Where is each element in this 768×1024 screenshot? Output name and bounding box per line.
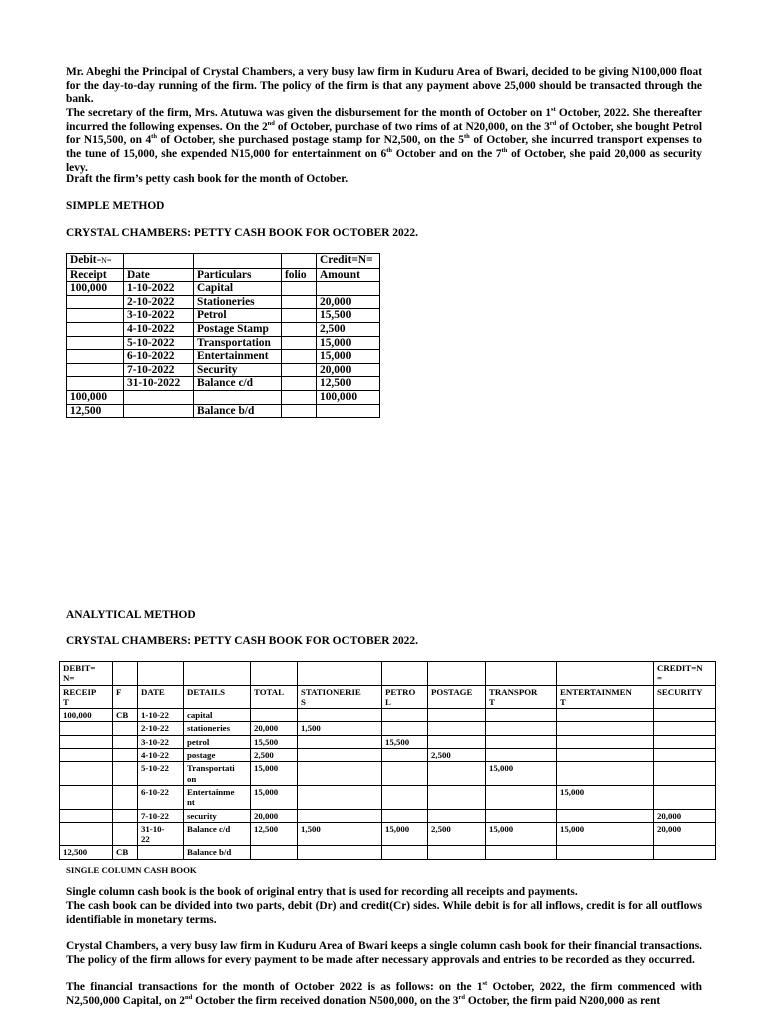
intro-paragraph-1: Mr. Abeghi the Principal of Crystal Chambers, a very busy law firm in Kuduru Area of Bwari, decided to be giving N100,000 float for the day-to-day running of the firm. The policy of the firm is that any payment above 25,000 should be transacted through the bank.	[66, 66, 702, 106]
table-cell	[382, 846, 428, 859]
table-header-row	[60, 685, 716, 709]
table-cell: Stationeries	[194, 295, 282, 309]
table-cell: 15,000	[557, 822, 654, 846]
column-header: Particulars	[194, 268, 282, 282]
table-cell: 12,500	[317, 377, 380, 391]
table-cell	[60, 722, 113, 735]
table-cell: Security	[194, 363, 282, 377]
table-cell: 2,500	[428, 749, 486, 762]
table-cell	[60, 822, 113, 846]
table-cell: 1,500	[298, 822, 382, 846]
table-cell: Entertainment	[194, 350, 282, 364]
table-row	[60, 735, 716, 748]
table-row	[60, 709, 716, 722]
table-cell	[113, 762, 138, 786]
table-cell: Transportation	[194, 336, 282, 350]
table-cell: 3-10-2022	[124, 309, 194, 323]
analytical-table-title: CRYSTAL CHAMBERS: PETTY CASH BOOK FOR OCTOBER 2022.	[66, 635, 418, 647]
table-cell	[67, 363, 124, 377]
table-cell: 2,500	[317, 322, 380, 336]
table-cell	[194, 390, 282, 404]
table-cell	[113, 735, 138, 748]
table-cell	[486, 785, 557, 809]
table-cell	[60, 809, 113, 822]
table-cell: 7-10-2022	[124, 363, 194, 377]
table-row	[60, 662, 716, 686]
table-row	[60, 846, 716, 859]
table-cell: 5-10-22	[138, 762, 184, 786]
table-row	[60, 762, 716, 786]
credit-label-cell: CREDIT=N =	[654, 662, 716, 686]
table-cell: Entertainme nt	[184, 785, 251, 809]
table-cell	[654, 846, 716, 859]
table-cell: 12,500	[60, 846, 113, 859]
table-cell	[382, 809, 428, 822]
table-cell	[428, 785, 486, 809]
table-cell: 15,500	[251, 735, 298, 748]
column-header: ENTERTAINMEN T	[557, 685, 654, 709]
table-cell	[282, 363, 317, 377]
table-cell	[67, 309, 124, 323]
table-cell	[486, 709, 557, 722]
table-cell	[282, 350, 317, 364]
column-header: DETAILS	[184, 685, 251, 709]
table-cell: 3-10-22	[138, 735, 184, 748]
table-cell: 5-10-2022	[124, 336, 194, 350]
table-cell: 15,500	[317, 309, 380, 323]
table-row	[67, 390, 380, 404]
table-row	[67, 254, 380, 269]
table-cell	[428, 846, 486, 859]
table-row	[60, 722, 716, 735]
table-cell	[486, 749, 557, 762]
table-cell	[251, 846, 298, 859]
table-cell	[382, 785, 428, 809]
table-cell	[486, 846, 557, 859]
table-cell: 2-10-22	[138, 722, 184, 735]
single-column-paragraph-2: The cash book can be divided into two parts, debit (Dr) and credit(Cr) sides. While debit is for all inflows, credit is for all outflows identifiable in monetary terms.	[66, 900, 702, 926]
table-cell	[654, 785, 716, 809]
table-cell	[282, 322, 317, 336]
table-cell	[298, 809, 382, 822]
table-cell: Balance b/d	[184, 846, 251, 859]
table-cell	[282, 404, 317, 418]
table-cell	[382, 749, 428, 762]
table-cell	[282, 336, 317, 350]
table-cell	[113, 809, 138, 822]
table-row	[67, 295, 380, 309]
table-cell: 100,000	[317, 390, 380, 404]
table-cell	[654, 709, 716, 722]
table-cell	[113, 749, 138, 762]
table-cell	[282, 295, 317, 309]
table-cell	[557, 709, 654, 722]
analytical-method-heading: ANALYTICAL METHOD	[66, 609, 196, 621]
single-column-paragraph-1: Single column cash book is the book of original entry that is used for recording all receipts and payments.	[66, 886, 578, 898]
table-cell: CB	[113, 709, 138, 722]
intro-paragraph-3: Draft the firm’s petty cash book for the month of October.	[66, 173, 349, 185]
table-cell: CB	[113, 846, 138, 859]
table-cell	[282, 390, 317, 404]
column-header: folio	[282, 268, 317, 282]
intro-paragraph-2: The secretary of the firm, Mrs. Atutuwa was given the disbursement for the month of October on 1st October, 2022. She thereafter incurred the following expenses. On the 2nd of October, purchase of two rims of at N20,000, on the 3rd of October, she bought Petrol for N15,500, on 4th of October, she purchased postage stamp for N2,500, on the 5th of October, she incurred transport expenses to the tune of 15,000, she expended N15,000 for entertainment on 6th October and on the 7th of October, she paid 20,000 as security levy.	[66, 106, 702, 174]
table-cell: 20,000	[251, 809, 298, 822]
table-cell: 20,000	[317, 363, 380, 377]
table-cell: 1,500	[298, 722, 382, 735]
single-column-heading: SINGLE COLUMN CASH BOOK	[66, 865, 197, 875]
table-cell	[557, 846, 654, 859]
table-cell: Balance c/d	[184, 822, 251, 846]
table-cell	[251, 709, 298, 722]
table-row	[67, 322, 380, 336]
table-cell: 15,000	[317, 350, 380, 364]
table-cell	[428, 762, 486, 786]
table-row	[60, 749, 716, 762]
table-row	[60, 785, 716, 809]
table-cell: 6-10-2022	[124, 350, 194, 364]
table-cell: security	[184, 809, 251, 822]
analytical-petty-cash-table	[59, 661, 716, 860]
table-cell	[67, 295, 124, 309]
table-cell	[67, 336, 124, 350]
debit-label-cell: Debit=N=	[67, 254, 124, 269]
table-cell: Capital	[194, 282, 282, 296]
table-cell	[282, 282, 317, 296]
table-row	[67, 404, 380, 418]
table-cell: 15,000	[317, 336, 380, 350]
simple-method-heading: SIMPLE METHOD	[66, 200, 165, 212]
table-cell	[557, 809, 654, 822]
table-cell: capital	[184, 709, 251, 722]
table-cell: Petrol	[194, 309, 282, 323]
table-cell	[317, 282, 380, 296]
table-cell	[67, 377, 124, 391]
table-cell	[557, 749, 654, 762]
table-row	[67, 377, 380, 391]
table-cell: 1-10-22	[138, 709, 184, 722]
table-cell	[486, 809, 557, 822]
column-header: SECURITY	[654, 685, 716, 709]
table-cell: postage	[184, 749, 251, 762]
table-cell: 15,000	[557, 785, 654, 809]
table-cell	[654, 735, 716, 748]
table-cell: stationeries	[184, 722, 251, 735]
credit-label-cell: Credit=N=	[317, 254, 380, 269]
table-row	[60, 809, 716, 822]
table-cell	[113, 722, 138, 735]
table-cell	[298, 735, 382, 748]
table-cell	[428, 809, 486, 822]
table-cell	[557, 762, 654, 786]
table-cell	[60, 735, 113, 748]
table-cell	[298, 762, 382, 786]
table-cell	[654, 749, 716, 762]
table-row	[67, 282, 380, 296]
simple-table-title: CRYSTAL CHAMBERS: PETTY CASH BOOK FOR OCTOBER 2022.	[66, 227, 418, 239]
table-cell: petrol	[184, 735, 251, 748]
table-cell: Balance c/d	[194, 377, 282, 391]
column-header: TOTAL	[251, 685, 298, 709]
table-cell	[557, 735, 654, 748]
table-cell: 100,000	[60, 709, 113, 722]
column-header: TRANSPOR T	[486, 685, 557, 709]
table-cell: 15,000	[251, 785, 298, 809]
table-cell	[67, 322, 124, 336]
table-cell	[298, 749, 382, 762]
table-row	[67, 363, 380, 377]
table-cell: 20,000	[654, 822, 716, 846]
table-cell	[60, 749, 113, 762]
table-cell	[124, 404, 194, 418]
table-row	[67, 350, 380, 364]
table-cell	[60, 762, 113, 786]
column-header: Date	[124, 268, 194, 282]
table-cell: 6-10-22	[138, 785, 184, 809]
table-cell	[382, 722, 428, 735]
table-cell	[428, 735, 486, 748]
table-cell	[67, 350, 124, 364]
table-cell: 1-10-2022	[124, 282, 194, 296]
table-cell: 2,500	[251, 749, 298, 762]
table-cell: 31-10-2022	[124, 377, 194, 391]
column-header: DATE	[138, 685, 184, 709]
table-cell: 15,000	[382, 822, 428, 846]
table-cell	[486, 722, 557, 735]
table-cell	[113, 785, 138, 809]
table-cell	[60, 785, 113, 809]
table-cell	[138, 846, 184, 859]
table-cell	[298, 709, 382, 722]
column-header: Amount	[317, 268, 380, 282]
table-cell: 7-10-22	[138, 809, 184, 822]
table-cell	[654, 722, 716, 735]
table-cell	[428, 709, 486, 722]
table-cell: Postage Stamp	[194, 322, 282, 336]
table-cell: 15,000	[486, 762, 557, 786]
table-cell	[282, 309, 317, 323]
table-cell	[486, 735, 557, 748]
column-header: PETRO L	[382, 685, 428, 709]
column-header: RECEIP T	[60, 685, 113, 709]
table-cell: 15,500	[382, 735, 428, 748]
table-cell: 20,000	[251, 722, 298, 735]
table-cell: 31-10- 22	[138, 822, 184, 846]
table-cell	[557, 722, 654, 735]
table-cell: 2-10-2022	[124, 295, 194, 309]
table-cell: 4-10-22	[138, 749, 184, 762]
column-header: F	[113, 685, 138, 709]
table-row	[67, 309, 380, 323]
table-header-row	[67, 268, 380, 282]
single-column-paragraph-3: Crystal Chambers, a very busy law firm in Kuduru Area of Bwari keeps a single column cash book for their financial transactions. The policy of the firm allows for every payment to be made after necessary approvals and entries to be recorded as they occurred.	[66, 940, 702, 966]
table-cell: 20,000	[317, 295, 380, 309]
table-cell: 4-10-2022	[124, 322, 194, 336]
table-cell	[382, 709, 428, 722]
column-header: POSTAGE	[428, 685, 486, 709]
table-row	[60, 822, 716, 846]
table-cell: 12,500	[251, 822, 298, 846]
table-cell: 20,000	[654, 809, 716, 822]
table-cell: 2,500	[428, 822, 486, 846]
table-cell	[298, 785, 382, 809]
table-cell	[654, 762, 716, 786]
table-cell: 15,000	[486, 822, 557, 846]
column-header: Receipt	[67, 268, 124, 282]
table-cell	[113, 822, 138, 846]
debit-label-cell: DEBIT= N=	[60, 662, 113, 686]
table-cell	[282, 377, 317, 391]
column-header: STATIONERIE S	[298, 685, 382, 709]
table-cell: 100,000	[67, 390, 124, 404]
table-cell	[124, 390, 194, 404]
single-column-paragraph-4: The financial transactions for the month of October 2022 is as follows: on the 1st October, 2022, the firm commenced with N2,500,000 Capital, on 2nd October the firm received donation N500,000, on the 3rd October, the firm paid N200,000 as rent	[66, 980, 702, 1007]
table-cell: 12,500	[67, 404, 124, 418]
table-cell: 100,000	[67, 282, 124, 296]
table-cell	[317, 404, 380, 418]
table-row	[67, 336, 380, 350]
table-cell: Transportati on	[184, 762, 251, 786]
simple-petty-cash-table	[66, 253, 380, 418]
table-cell	[382, 762, 428, 786]
table-cell	[298, 846, 382, 859]
table-cell: Balance b/d	[194, 404, 282, 418]
table-cell: 15,000	[251, 762, 298, 786]
table-cell	[428, 722, 486, 735]
